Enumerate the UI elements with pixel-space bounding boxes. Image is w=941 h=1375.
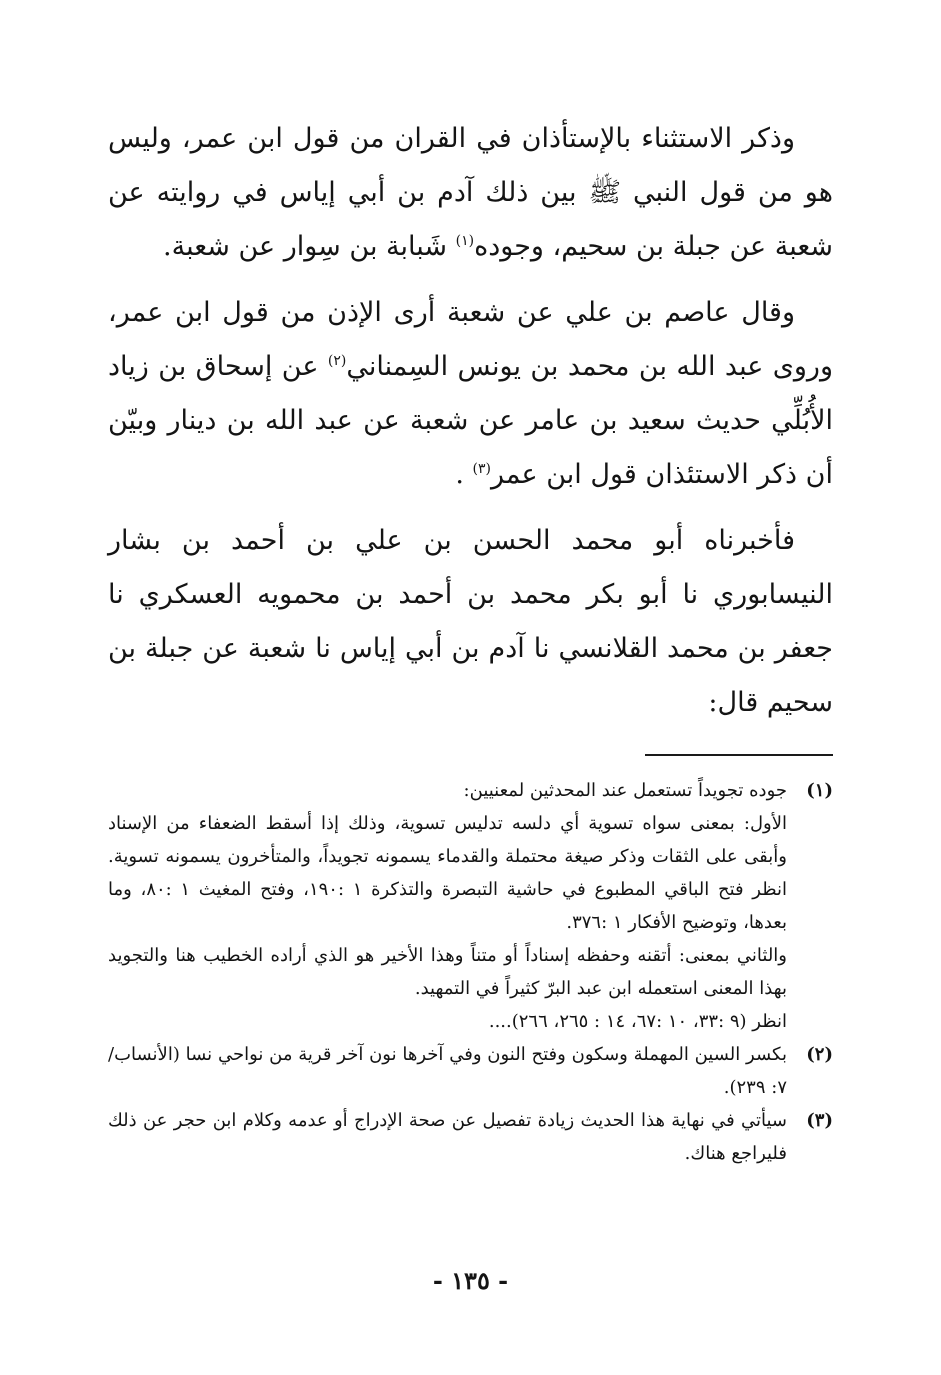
footnote-2: [108, 1038, 833, 1104]
footnote-1-number: (١): [806, 780, 833, 801]
footnote-2-number: (٢): [806, 1044, 833, 1065]
footnote-1-second-meaning: والثاني بمعنى: أتقنه وحفظه إسناداً أو متناً وهذا الأخير هو الذي أراده الخطيب هنا والتجويد بهذا المعنى استعمله ابن عبد البرّ كثيراً في التمهيد.: [108, 945, 787, 999]
paragraph-2-text-a: وقال عاصم بن علي عن شعبة أرى الإذن من قول ابن عمر، وروى عبد الله بن محمد بن يونس السِمناني: [108, 297, 833, 382]
footnote-3-number: (٣): [806, 1110, 833, 1131]
footnotes: [108, 774, 833, 1170]
paragraph-3: فأخبرناه أبو محمد الحسن بن علي بن أحمد بن بشار النيسابوري نا أبو بكر محمد بن أحمد بن محمويه العسكري نا جعفر بن محمد القلانسي نا آدم بن أبي إياس نا شعبة عن جبلة بن سحيم قال:: [108, 525, 833, 718]
footnote-1-intro: جوده تجويداً تستعمل عند المحدثين لمعنيين:: [463, 780, 787, 801]
footnote-1-first-meaning: الأول: بمعنى سواه تسوية أي دلسه تدليس تسوية، وذلك إذا أسقط الضعفاء من الإسناد وأبقى على الثقات وذكر صيغة محتملة والقدماء يسمونه تجويداً، والمتأخرون يسمونه تسوية. انظر فتح الباقي المطبوع في حاشية التبصرة والتذكرة ١ :١٩٠، وفتح المغيث ١ :٨٠، وما بعدها، وتوضيح الأفكار ١ :٣٧٦.: [108, 813, 787, 933]
main-text: [108, 112, 833, 730]
footnote-separator: [645, 754, 833, 756]
footnote-1-references: انظر (٩ :٣٣، ١٠ :٦٧، ١٤ : ٢٦٥، ٢٦٦)....: [488, 1011, 787, 1032]
footnote-ref-2[interactable]: (٢): [327, 353, 347, 369]
footnote-3: [108, 1104, 833, 1170]
paragraph-1-tail: شَبابة بن سِوار عن شعبة.: [163, 231, 456, 262]
paragraph-2-tail: .: [455, 459, 473, 490]
paragraph-2-text-b: عن إسحاق بن زياد الأُبُلِّي حديث سعيد بن عامر عن شعبة عن عبد الله بن دينار وبيّن أن ذكر الاستئذان قول ابن عمر: [108, 351, 833, 490]
footnote-1: [108, 774, 833, 807]
paragraph-2: [108, 286, 833, 502]
paragraph-1: [108, 112, 833, 274]
footnote-ref-3[interactable]: (٣): [472, 461, 491, 477]
footnote-3-text: سيأتي في نهاية هذا الحديث زيادة تفصيل عن صحة الإدراج أو عدمه وكلام ابن حجر عن ذلك فليراجع هناك.: [108, 1110, 787, 1164]
footnote-ref-1[interactable]: (١): [455, 233, 475, 249]
page-number: - ١٣٥ -: [432, 1266, 509, 1295]
footnote-1-body: [108, 774, 787, 807]
footnote-2-text: بكسر السين المهملة وسكون وفتح النون وفي آخرها نون آخر قرية من نواحي نسا (الأنساب/ ٧: ٢٣٩).: [108, 1044, 787, 1098]
paragraph-1-text: وذكر الاستثناء بالإستأذان في القران من قول ابن عمر، وليس هو من قول النبي ﷺ بين ذلك آدم بن أبي إياس في روايته عن شعبة عن جبلة بن سحيم، وجوده: [108, 123, 833, 262]
